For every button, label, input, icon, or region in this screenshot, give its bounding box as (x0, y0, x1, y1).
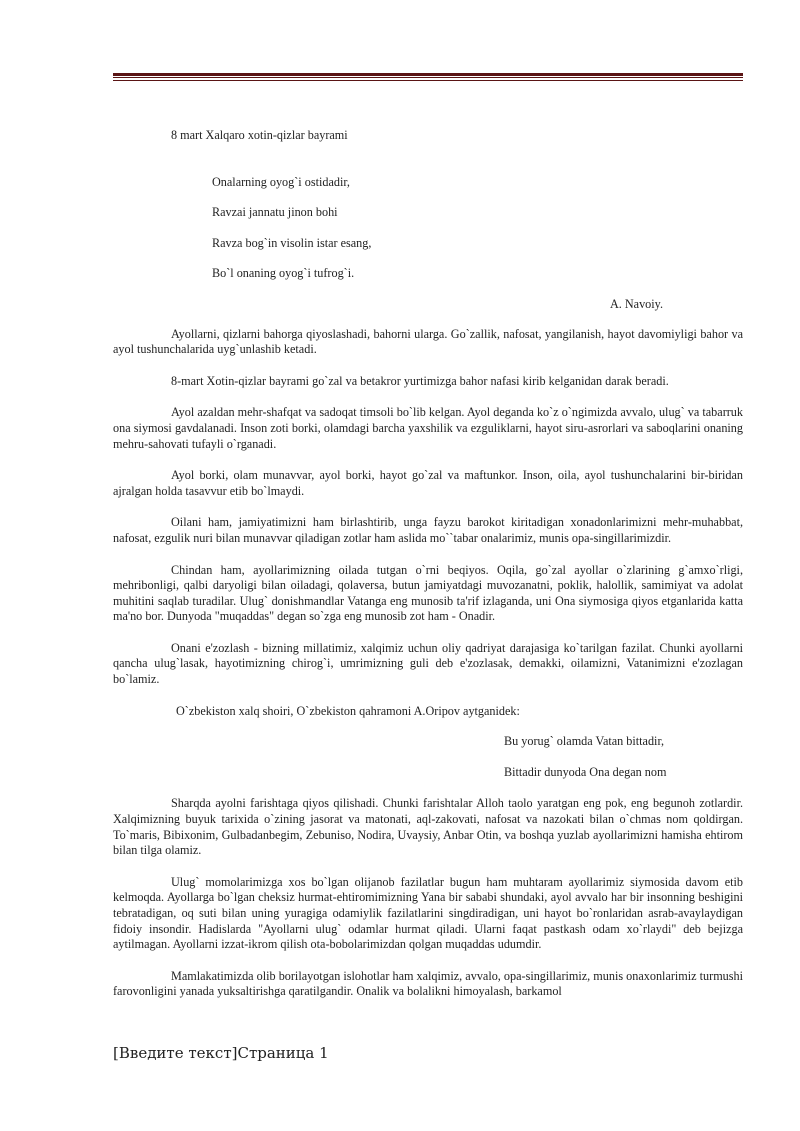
paragraph: Ayollarni, qizlarni bahorga qiyoslashadi, bahorni ularga. Go`zallik, nafosat, yangilanish, hayot davomiyligi bahor va ayol tushunchalarida uyg`unlashib ketadi. (113, 326, 743, 357)
paragraph: Mamlakatimizda olib borilayotgan islohotlar ham xalqimiz, avvalo, opa-singillarimiz, munis onaxonlarimiz turmushi farovonligini yanada yuksaltirishga qaratilgandir. Onalik va bolalikni himoyalash, barkamol (113, 968, 743, 999)
page-title: 8 mart Xalqaro xotin-qizlar bayrami (171, 128, 348, 142)
paragraph: Ulug` momolarimizga xos bo`lgan olijanob fazilatlar bugun ham muhtaram ayollarimiz siymosida davom etib kelmoqda. Ayollarga bo`lgan cheksiz hurmat-ehtiromimizning Yana bir sababi shundaki, ayol avvalo har bir insonning beshigini tebratadigan, oq suti bilan uning yuragiga odamiylik fazilatlarini singdiradigan, uni hayot bo`ronlaridan asrab-avaylaydigan fidoiy insondir. Hadislarda "Ayollarni ulug` odamlar hurmat qiladi. Ularni faqat pastkash odam xo`rlaydi" deb bejizga aytilmagan. Ayollarni izzat-ikrom qilish ota-bobolarimizdan qolgan muqaddas udumdir. (113, 874, 743, 952)
verse-line: Ravzai jannatu jinon bohi (212, 205, 338, 220)
verse-line: Onalarning oyog`i ostidadir, (212, 174, 350, 189)
paragraph: Onani e'zozlash - bizning millatimiz, xalqimiz uchun oliy qadriyat darajasiga ko`tarilgan fazilat. Chunki ayollarni qancha ulug`lasak, hayotimizning chirog`i, umrimizning guli deb e'zozlasak, demakki, oilamizni, Vatanimizni e'zozlagan bo`lamiz. (113, 640, 743, 687)
verse-author: A. Navoiy. (609, 296, 663, 311)
header-rule (113, 73, 743, 81)
poem-verse (212, 175, 743, 282)
quote (504, 734, 743, 780)
verse-line: Bo`l onaning oyog`i tufrog`i. (212, 266, 355, 281)
paragraph: Ayol borki, olam munavvar, ayol borki, hayot go`zal va maftunkor. Inson, oila, ayol tushunchalarini bir-biridan ajralgan holda tasavvur etib bo`lmaydi. (113, 468, 743, 498)
paragraph: Ayol azaldan mehr-shafqat va sadoqat timsoli bo`lib kelgan. Ayol deganda ko`z o`ngimizda avvalo, ulug` va tabarruk ona siymosi gavdalanadi. Inson zoti borki, olamdagi barcha yaxshilik va ezguliklarni, hayot siru-asrorlari va saboqlarini onaning mehru-sahovati tufayli o`rganadi. (113, 405, 743, 451)
paragraph: 8-mart Xotin-qizlar bayrami go`zal va betakror yurtimizga bahor nafasi kirib kelganidan darak beradi. (171, 373, 669, 388)
paragraph: Sharqda ayolni farishtaga qiyos qilishadi. Chunki farishtalar Alloh taolo yaratgan eng pok, eng begunoh zotlardir. Xalqimizning buyuk tarixida o`zining jasorat va matonati, aql-zakovati, nafosat va nazokati bilan o`chmas nom qoldirgan. To`maris, Bibixonim, Gulbadanbegim, Zebuniso, Nodira, Uvaysiy, Anbar Otin, va boshqa yuzlab ayollarimizni hamisha ehtirom bilan tilga olamiz. (113, 796, 743, 858)
paragraph: Chindan ham, ayollarimizning oilada tutgan o`rni beqiyos. Oqila, go`zal ayollar o`zlarining g`amxo`rligi, mehribonligi, qalbi daryoligi bilan oiladagi, qolaversa, butun jamiyatdagi muvozanatni, poklik, halollik, samimiyat va adolat muhitini saqlab turadilar. Ulug` donishmandlar Vatanga eng munosib ta'rif izlaganda, uni Ona siymosiga qiyos etganlarida katta ma'no bor. Dunyoda "muqaddas" degan so`zga eng munosib zot ham - Onadir. (113, 562, 743, 624)
page-footer: [Введите текст]Страница 1 (113, 1044, 329, 1062)
footer-rule (113, 1034, 743, 1035)
quote-intro: O`zbekiston xalq shoiri, O`zbekiston qahramoni A.Oripov aytganidek: (176, 703, 520, 718)
quote-line: Bu yorug` olamda Vatan bittadir, (504, 734, 665, 749)
paragraph: Oilani ham, jamiyatimizni ham birlashtirib, unga fayzu barokot kiritadigan xonadonlarimizni mehr-muhabbat, nafosat, ezgulik nuri bilan munavvar qiladigan zotlar ham aslida mo``tabar onalarimiz, munis opa-singillarimizdir. (113, 515, 743, 545)
quote-line: Bittadir dunyoda Ona degan nom (504, 764, 667, 779)
verse-line: Ravza bog`in visolin istar esang, (212, 235, 372, 250)
document-body (113, 128, 743, 1000)
